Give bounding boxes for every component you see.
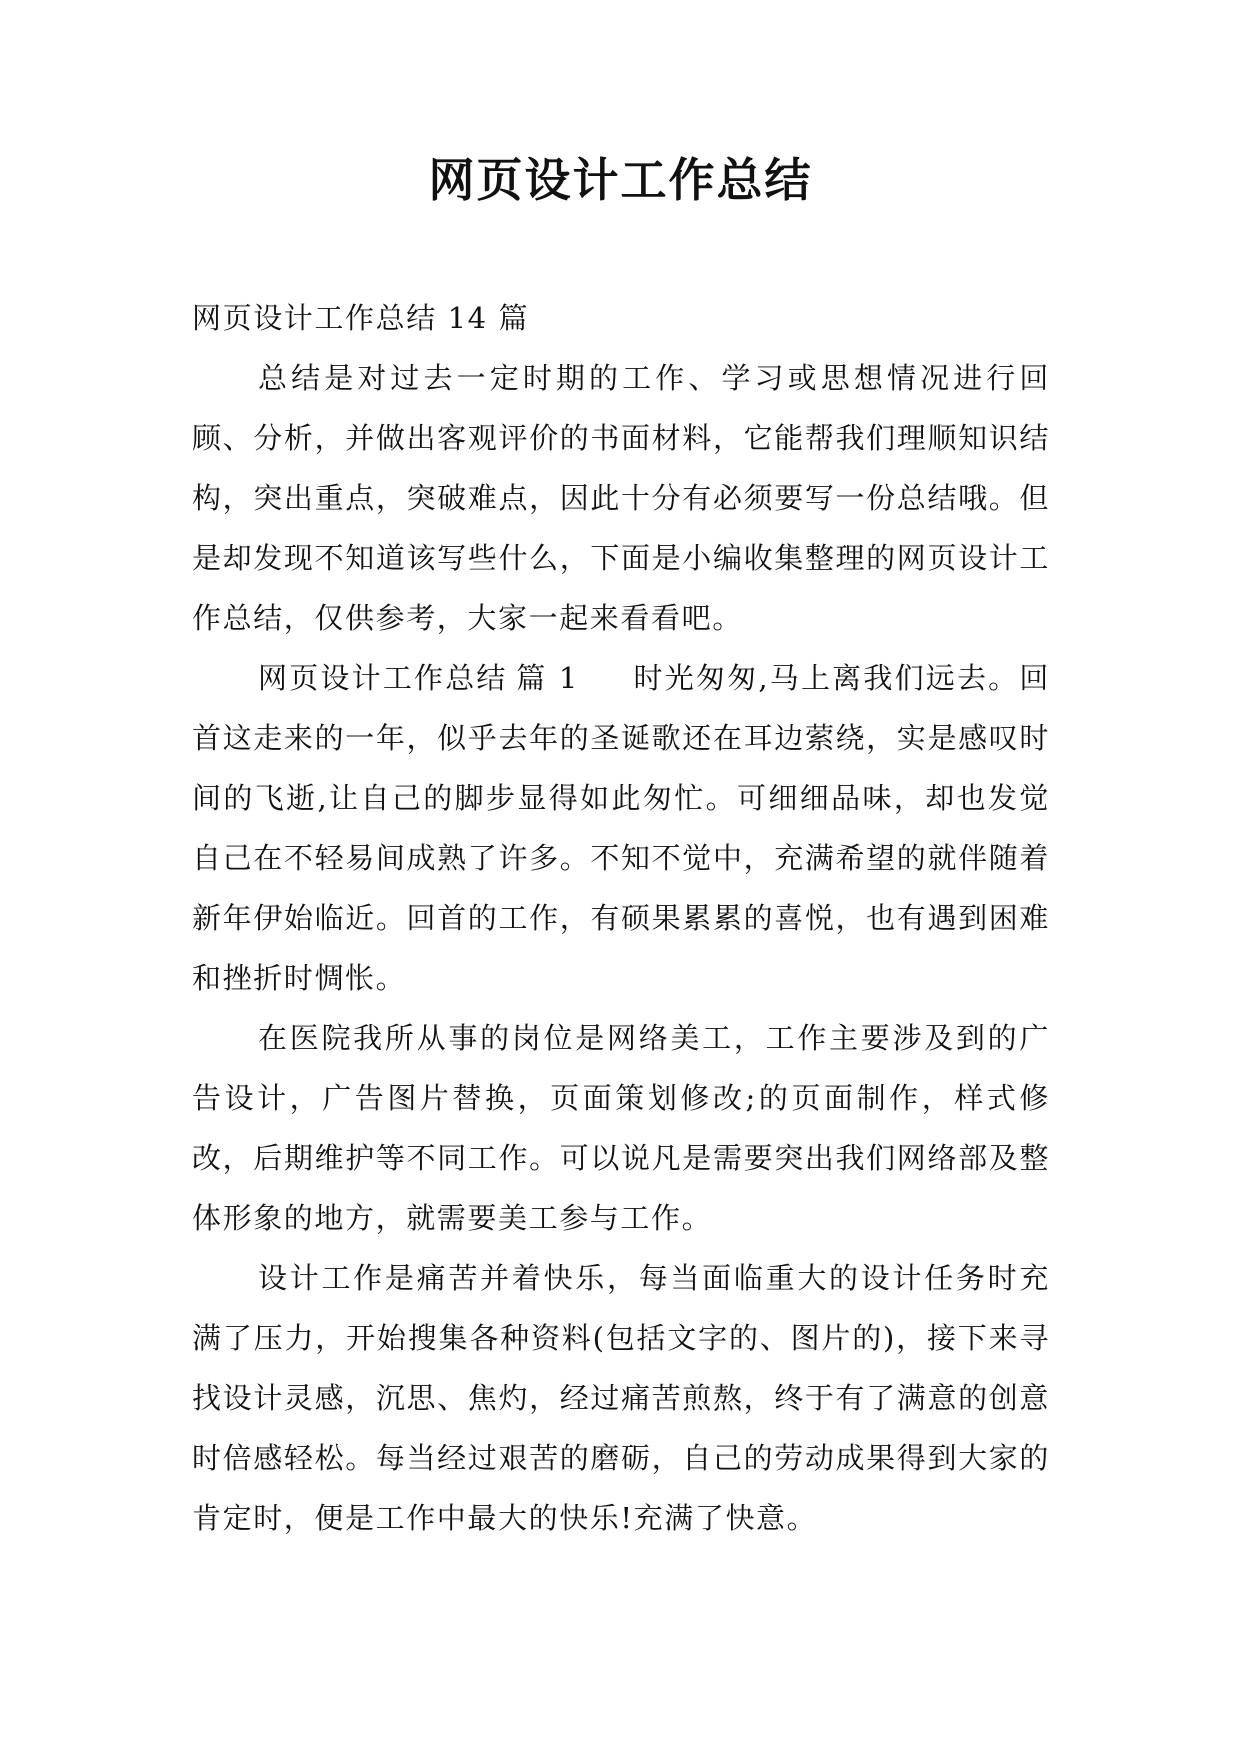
intro-paragraph: 总结是对过去一定时期的工作、学习或思想情况进行回顾、分析，并做出客观评价的书面材料，它能帮我们理顺知识结构，突出重点，突破难点，因此十分有必须要写一份总结哦。但是却发现不知道该写些什么，下面是小编收集整理的网页设计工作总结，仅供参考，大家一起来看看吧。 xyxy=(192,361,1050,635)
section-1-paragraph xyxy=(192,648,1050,1008)
section-1-label: 篇 1 xyxy=(515,661,579,695)
document-title: 网页设计工作总结 xyxy=(428,153,813,207)
body-paragraph: 设计工作是痛苦并着快乐，每当面临重大的设计任务时充满了压力，开始搜集各种资料(包括文字的、图片的)，接下来寻找设计灵感，沉思、焦灼，经过痛苦煎熬，终于有了满意的创意时倍感轻松。每当经过艰苦的磨砺，自己的劳动成果得到大家的肯定时，便是工作中最大的快乐!充满了快意。 xyxy=(192,1261,1050,1535)
document-subtitle: 网页设计工作总结 14 篇 xyxy=(192,301,530,335)
section-1-text: 时光匆匆,马上离我们远去。回首这走来的一年，似乎去年的圣诞歌还在耳边萦绕，实是感叹时间的飞逝,让自己的脚步显得如此匆忙。可细细品味，却也发觉自己在不轻易间成熟了许多。不知不觉中，充满希望的就伴随着新年伊始临近。回首的工作，有硕果累累的喜悦，也有遇到困难和挫折时惆怅。 xyxy=(192,661,1050,995)
document-body xyxy=(192,288,1050,1548)
section-1-heading: 网页设计工作总结 xyxy=(258,661,508,695)
body-paragraph: 在医院我所从事的岗位是网络美工，工作主要涉及到的广告设计，广告图片替换，页面策划修改;的页面制作，样式修改，后期维护等不同工作。可以说凡是需要突出我们网络部及整体形象的地方，就需要美工参与工作。 xyxy=(192,1021,1050,1235)
